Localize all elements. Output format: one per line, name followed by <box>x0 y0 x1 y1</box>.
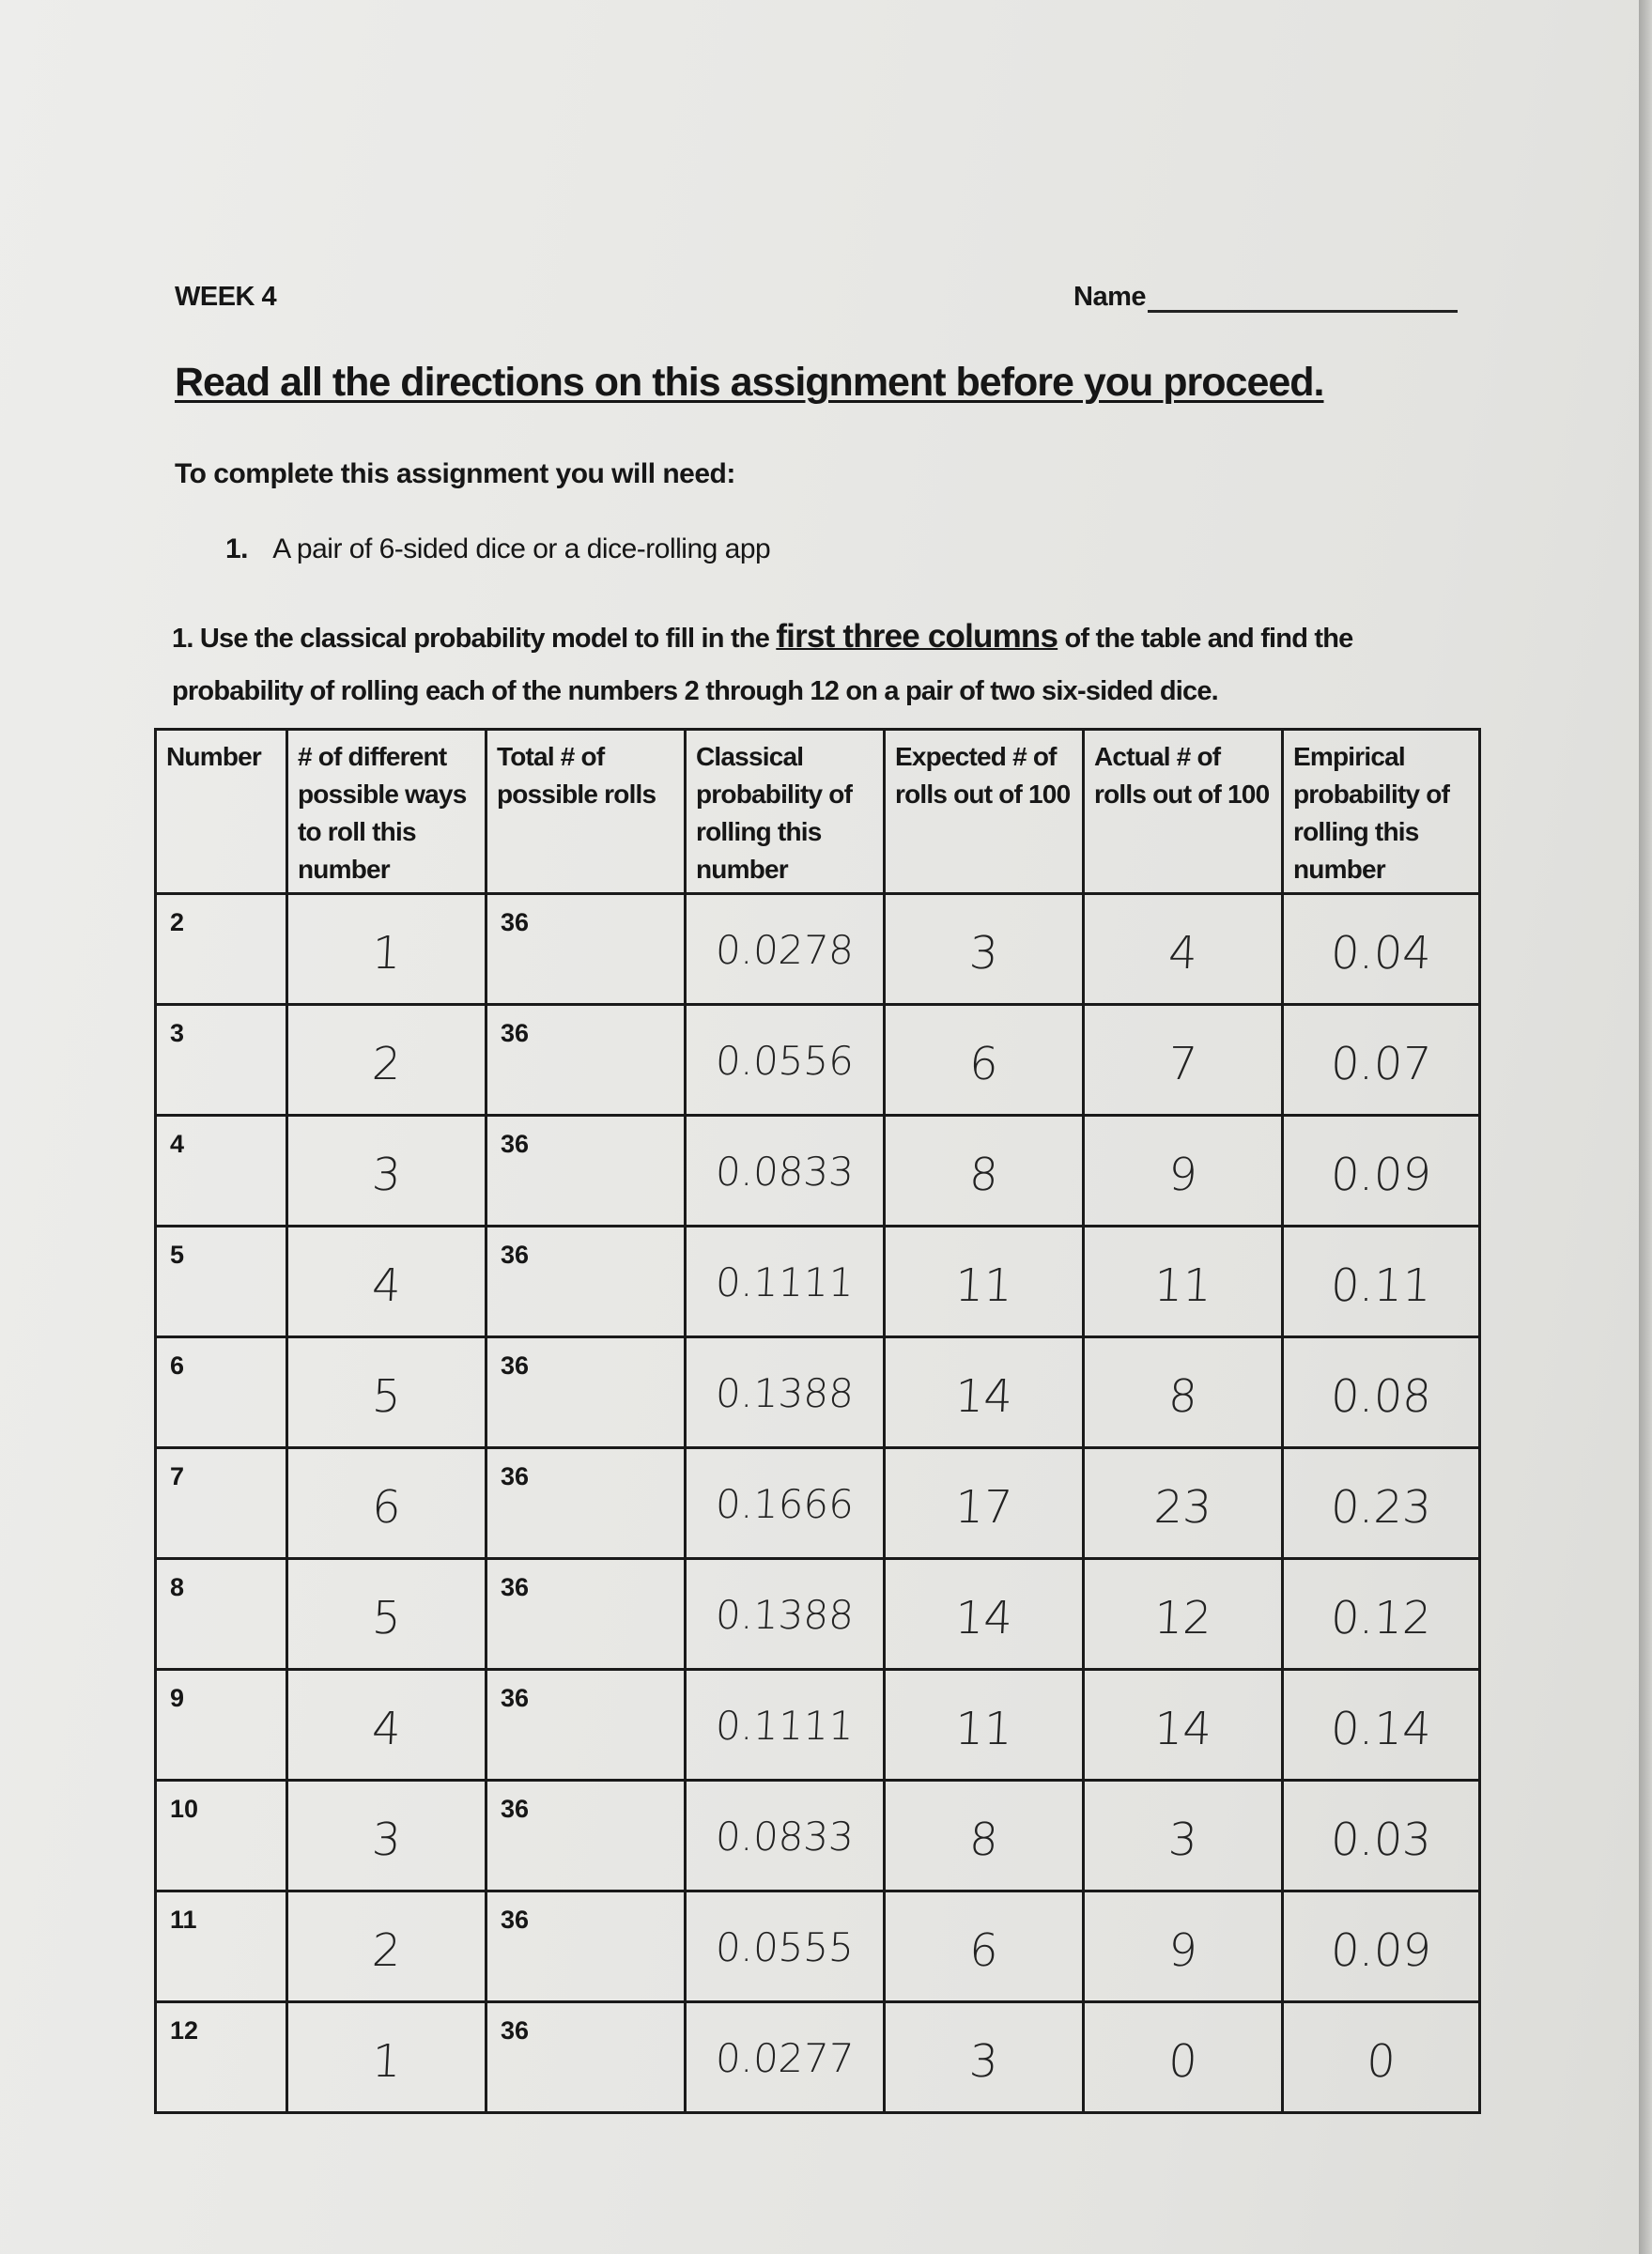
cell-empirical <box>1283 2002 1480 2113</box>
cell-empirical-value: 0.07 <box>1329 1038 1433 1090</box>
cell-expected <box>885 1005 1084 1116</box>
cell-number-value: 6 <box>170 1351 185 1380</box>
cell-total-value: 36 <box>501 1019 530 1047</box>
cell-ways <box>287 1116 486 1227</box>
cell-actual <box>1084 1781 1283 1891</box>
cell-total <box>486 1337 686 1448</box>
directions-heading: Read all the directions on this assignment before you proceed. <box>175 360 1324 405</box>
cell-ways-value: 5 <box>370 1370 403 1423</box>
cell-total <box>486 1227 686 1337</box>
cell-actual-value: 9 <box>1166 1924 1199 1977</box>
table-row <box>156 1670 1480 1781</box>
cell-classical <box>686 1559 885 1670</box>
cell-classical <box>686 1448 885 1559</box>
cell-ways-value: 1 <box>370 2035 403 2088</box>
cell-classical-value: 0.0833 <box>714 1814 856 1860</box>
table-row <box>156 1891 1480 2002</box>
cell-actual-value: 14 <box>1152 1703 1213 1755</box>
col-header-empirical: Empirical probability of rolling this number <box>1283 730 1480 894</box>
cell-empirical <box>1283 1891 1480 2002</box>
cell-classical-value: 0.0277 <box>714 2035 856 2081</box>
cell-number-value: 8 <box>170 1573 185 1601</box>
cell-expected <box>885 894 1084 1005</box>
cell-empirical <box>1283 1781 1480 1891</box>
cell-expected-value: 8 <box>967 1814 1000 1866</box>
cell-actual-value: 9 <box>1166 1149 1199 1201</box>
cell-total-value: 36 <box>501 1351 530 1380</box>
cell-expected <box>885 1891 1084 2002</box>
cell-ways <box>287 1559 486 1670</box>
cell-classical-value: 0.1111 <box>714 1703 856 1749</box>
cell-number <box>156 1891 287 2002</box>
cell-classical <box>686 1005 885 1116</box>
cell-actual <box>1084 1005 1283 1116</box>
cell-empirical-value: 0.09 <box>1329 1149 1433 1201</box>
cell-empirical <box>1283 1670 1480 1781</box>
requirement-number: 1. <box>225 533 249 564</box>
cell-expected <box>885 1116 1084 1227</box>
cell-total-value: 36 <box>501 1795 530 1823</box>
cell-empirical-value: 0.04 <box>1329 927 1433 980</box>
cell-expected <box>885 1448 1084 1559</box>
cell-actual-value: 7 <box>1166 1038 1199 1090</box>
cell-expected <box>885 1781 1084 1891</box>
col-header-total: Total # of possible rolls <box>486 730 686 894</box>
cell-empirical-value: 0.09 <box>1329 1924 1433 1977</box>
cell-empirical <box>1283 1005 1480 1116</box>
col-header-actual: Actual # of rolls out of 100 <box>1084 730 1283 894</box>
table-row <box>156 1559 1480 1670</box>
cell-ways <box>287 2002 486 2113</box>
cell-number-value: 5 <box>170 1241 185 1269</box>
cell-number <box>156 1005 287 1116</box>
name-label: Name <box>1073 282 1146 312</box>
cell-expected <box>885 1227 1084 1337</box>
cell-actual-value: 8 <box>1166 1370 1199 1423</box>
cell-expected-value: 14 <box>953 1592 1014 1644</box>
cell-total-value: 36 <box>501 1684 530 1712</box>
cell-classical <box>686 1781 885 1891</box>
cell-total-value: 36 <box>501 908 530 936</box>
materials-intro: To complete this assignment you will need: <box>175 458 735 489</box>
cell-ways <box>287 1891 486 2002</box>
cell-classical <box>686 1116 885 1227</box>
cell-actual <box>1084 1670 1283 1781</box>
cell-actual <box>1084 1559 1283 1670</box>
paper-edge <box>1639 0 1652 2254</box>
cell-number-value: 12 <box>170 2016 199 2045</box>
cell-total-value: 36 <box>501 1462 530 1490</box>
col-header-number: Number <box>156 730 287 894</box>
week-label: WEEK 4 <box>175 282 277 312</box>
cell-empirical <box>1283 1559 1480 1670</box>
name-blank-line <box>1148 282 1458 313</box>
cell-empirical <box>1283 894 1480 1005</box>
cell-expected-value: 8 <box>967 1149 1000 1201</box>
cell-number-value: 2 <box>170 908 185 936</box>
cell-classical-value: 0.0555 <box>714 1924 856 1970</box>
cell-total-value: 36 <box>501 2016 530 2045</box>
cell-classical-value: 0.0278 <box>714 927 856 973</box>
cell-empirical-value: 0.14 <box>1329 1703 1433 1755</box>
cell-total <box>486 1559 686 1670</box>
cell-actual-value: 11 <box>1152 1259 1213 1312</box>
cell-empirical-value: 0.03 <box>1329 1814 1433 1866</box>
cell-ways-value: 5 <box>370 1592 403 1644</box>
cell-empirical-value: 0 <box>1365 2035 1397 2088</box>
cell-total <box>486 1891 686 2002</box>
cell-actual <box>1084 894 1283 1005</box>
cell-actual <box>1084 1116 1283 1227</box>
cell-number <box>156 2002 287 2113</box>
requirement-item <box>225 533 770 565</box>
cell-expected-value: 11 <box>953 1259 1014 1312</box>
cell-actual-value: 4 <box>1166 927 1199 980</box>
cell-empirical <box>1283 1448 1480 1559</box>
cell-ways-value: 6 <box>370 1481 403 1534</box>
cell-empirical-value: 0.12 <box>1329 1592 1433 1644</box>
cell-number <box>156 1670 287 1781</box>
cell-classical <box>686 894 885 1005</box>
cell-ways <box>287 1337 486 1448</box>
cell-ways-value: 1 <box>370 927 403 980</box>
cell-number-value: 11 <box>170 1906 197 1934</box>
table-row <box>156 1337 1480 1448</box>
cell-empirical <box>1283 1227 1480 1337</box>
instruction-emphasis: first three columns <box>776 618 1058 655</box>
name-field <box>1073 282 1458 313</box>
cell-number <box>156 1116 287 1227</box>
cell-total-value: 36 <box>501 1130 530 1158</box>
cell-total <box>486 2002 686 2113</box>
cell-expected-value: 3 <box>967 927 1000 980</box>
cell-classical <box>686 1227 885 1337</box>
cell-actual <box>1084 1227 1283 1337</box>
cell-empirical-value: 0.23 <box>1329 1481 1433 1534</box>
cell-classical <box>686 2002 885 2113</box>
cell-total-value: 36 <box>501 1241 530 1269</box>
cell-expected-value: 6 <box>967 1038 1000 1090</box>
instruction-paragraph <box>172 610 1468 718</box>
cell-classical <box>686 1337 885 1448</box>
cell-total <box>486 1448 686 1559</box>
cell-classical-value: 0.0556 <box>714 1038 856 1084</box>
cell-actual-value: 0 <box>1166 2035 1199 2088</box>
cell-actual <box>1084 1891 1283 2002</box>
cell-classical-value: 0.1111 <box>714 1259 856 1305</box>
table-row <box>156 1227 1480 1337</box>
col-header-expected: Expected # of rolls out of 100 <box>885 730 1084 894</box>
cell-expected-value: 6 <box>967 1924 1000 1977</box>
cell-expected <box>885 2002 1084 2113</box>
cell-total-value: 36 <box>501 1573 530 1601</box>
table-body <box>156 894 1480 2113</box>
table-row <box>156 1005 1480 1116</box>
cell-number <box>156 1227 287 1337</box>
cell-expected-value: 3 <box>967 2035 1000 2088</box>
cell-number <box>156 1337 287 1448</box>
requirement-text: A pair of 6-sided dice or a dice-rolling app <box>272 533 771 564</box>
cell-expected-value: 14 <box>953 1370 1014 1423</box>
cell-number <box>156 1559 287 1670</box>
cell-ways <box>287 1227 486 1337</box>
cell-empirical-value: 0.08 <box>1329 1370 1433 1423</box>
table-row <box>156 2002 1480 2113</box>
cell-total-value: 36 <box>501 1906 530 1934</box>
cell-ways <box>287 1781 486 1891</box>
cell-number <box>156 1448 287 1559</box>
cell-number <box>156 894 287 1005</box>
cell-classical <box>686 1670 885 1781</box>
cell-ways-value: 2 <box>370 1038 403 1090</box>
cell-total <box>486 894 686 1005</box>
cell-number-value: 9 <box>170 1684 185 1712</box>
cell-total <box>486 1781 686 1891</box>
cell-classical-value: 0.0833 <box>714 1149 856 1195</box>
cell-actual-value: 12 <box>1152 1592 1213 1644</box>
cell-number-value: 7 <box>170 1462 185 1490</box>
cell-number-value: 3 <box>170 1019 185 1047</box>
cell-empirical-value: 0.11 <box>1329 1259 1433 1312</box>
cell-number-value: 10 <box>170 1795 199 1823</box>
cell-ways-value: 2 <box>370 1924 403 1977</box>
cell-number <box>156 1781 287 1891</box>
col-header-ways: # of different possible ways to roll this number <box>287 730 486 894</box>
cell-empirical <box>1283 1116 1480 1227</box>
instruction-part1: 1. Use the classical probability model to fill in the <box>172 624 777 654</box>
cell-number-value: 4 <box>170 1130 185 1158</box>
cell-expected <box>885 1337 1084 1448</box>
cell-total <box>486 1005 686 1116</box>
col-header-classical: Classical probability of rolling this number <box>686 730 885 894</box>
cell-classical-value: 0.1666 <box>714 1481 856 1527</box>
cell-ways <box>287 894 486 1005</box>
cell-ways-value: 3 <box>370 1149 403 1201</box>
cell-expected-value: 17 <box>953 1481 1014 1534</box>
table-header-row <box>156 730 1480 894</box>
cell-total <box>486 1670 686 1781</box>
cell-expected-value: 11 <box>953 1703 1014 1755</box>
table-row <box>156 1116 1480 1227</box>
instruction-part2: of the table and find the probability of rolling each of the numbers 2 through 12 on a pair of two six-sided dice. <box>172 624 1353 706</box>
cell-ways-value: 4 <box>370 1703 403 1755</box>
cell-classical-value: 0.1388 <box>714 1592 856 1638</box>
cell-actual <box>1084 2002 1283 2113</box>
cell-actual-value: 23 <box>1152 1481 1213 1534</box>
cell-ways <box>287 1448 486 1559</box>
cell-expected <box>885 1670 1084 1781</box>
cell-ways <box>287 1005 486 1116</box>
table-row <box>156 894 1480 1005</box>
cell-ways-value: 3 <box>370 1814 403 1866</box>
cell-actual <box>1084 1337 1283 1448</box>
cell-classical-value: 0.1388 <box>714 1370 856 1416</box>
cell-actual <box>1084 1448 1283 1559</box>
cell-actual-value: 3 <box>1166 1814 1199 1866</box>
table-row <box>156 1448 1480 1559</box>
table-row <box>156 1781 1480 1891</box>
cell-ways-value: 4 <box>370 1259 403 1312</box>
cell-empirical <box>1283 1337 1480 1448</box>
cell-expected <box>885 1559 1084 1670</box>
cell-ways <box>287 1670 486 1781</box>
cell-total <box>486 1116 686 1227</box>
dice-probability-table <box>154 728 1481 2114</box>
cell-classical <box>686 1891 885 2002</box>
